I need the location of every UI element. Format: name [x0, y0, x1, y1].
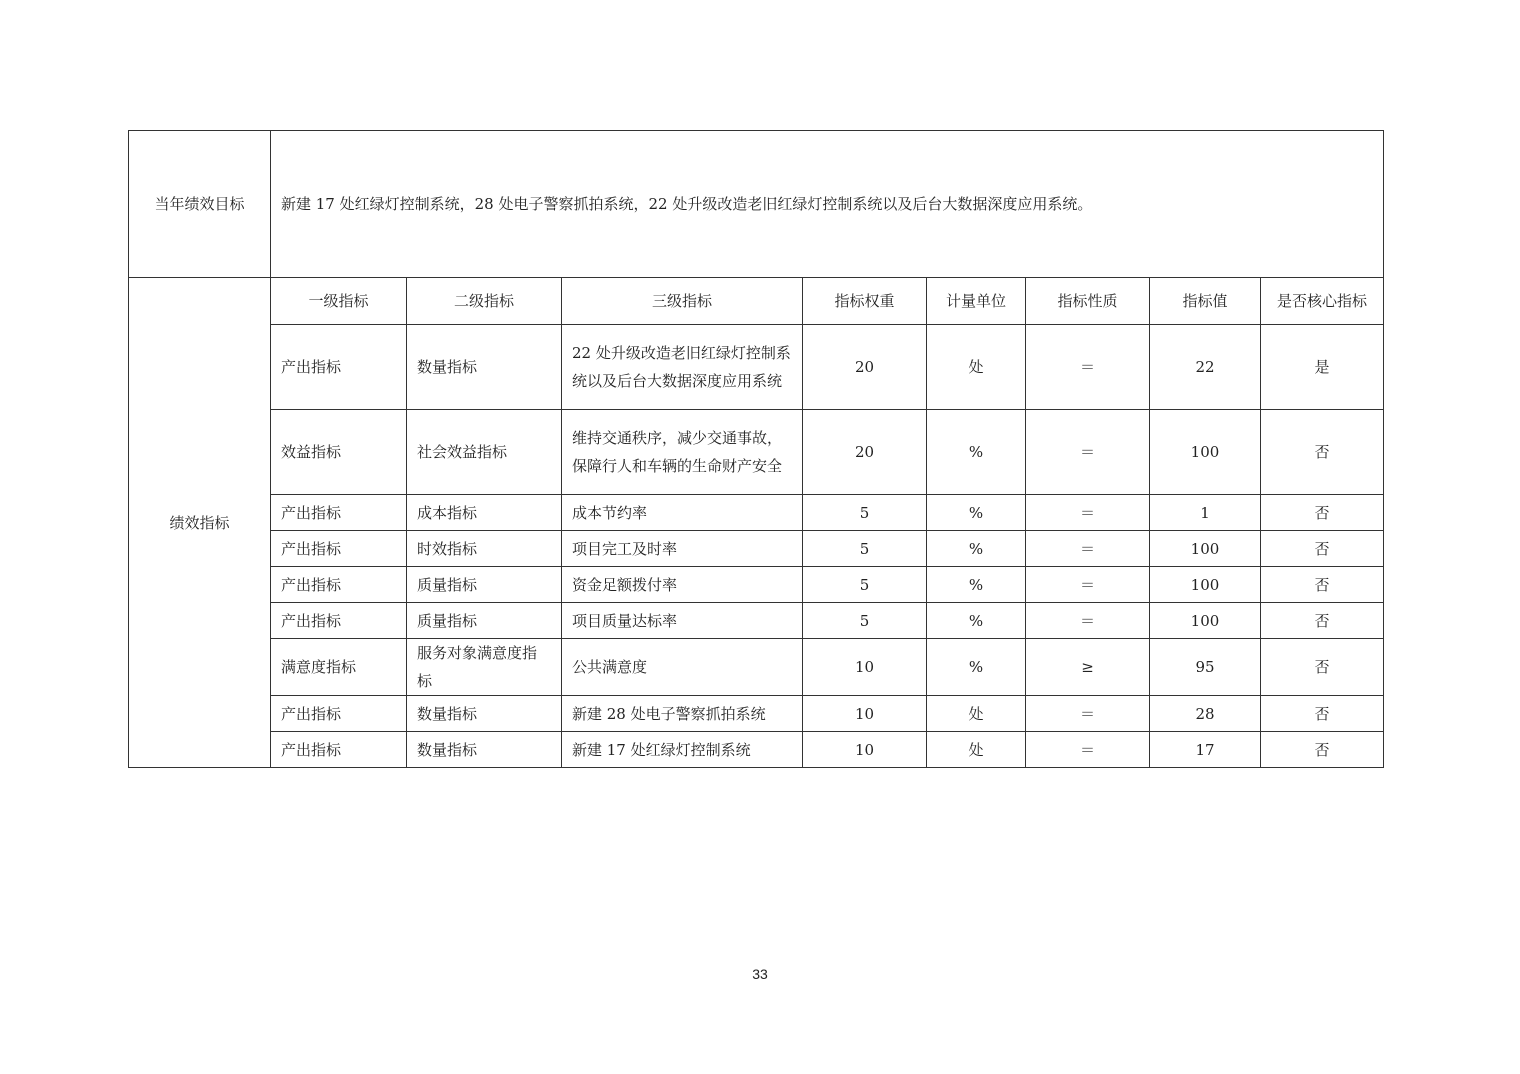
column-header: 一级指标 — [271, 278, 407, 325]
level1-cell: 产出指标 — [271, 603, 407, 639]
unit-cell: % — [927, 639, 1026, 696]
level1-cell: 产出指标 — [271, 531, 407, 567]
table-row — [129, 639, 1384, 696]
level3-cell: 资金足额拨付率 — [562, 567, 803, 603]
value-cell: 17 — [1150, 732, 1261, 768]
indicators-label: 绩效指标 — [129, 278, 271, 768]
weight-cell: 10 — [803, 696, 927, 732]
weight-cell: 5 — [803, 567, 927, 603]
level3-cell: 维持交通秩序，减少交通事故，保障行人和车辆的生命财产安全 — [562, 410, 803, 495]
goal-label: 当年绩效目标 — [129, 131, 271, 278]
core-cell: 是 — [1261, 325, 1384, 410]
level2-cell: 服务对象满意度指标 — [407, 639, 562, 696]
unit-cell: % — [927, 495, 1026, 531]
core-cell: 否 — [1261, 696, 1384, 732]
level3-cell: 新建 28 处电子警察抓拍系统 — [562, 696, 803, 732]
weight-cell: 5 — [803, 495, 927, 531]
table-row — [129, 696, 1384, 732]
unit-cell: % — [927, 567, 1026, 603]
core-cell: 否 — [1261, 732, 1384, 768]
column-header: 是否核心指标 — [1261, 278, 1384, 325]
core-cell: 否 — [1261, 567, 1384, 603]
column-header: 二级指标 — [407, 278, 562, 325]
table-row — [129, 325, 1384, 410]
level1-cell: 产出指标 — [271, 325, 407, 410]
goal-text: 新建 17 处红绿灯控制系统，28 处电子警察抓拍系统，22 处升级改造老旧红绿灯控制系统以及后台大数据深度应用系统。 — [271, 131, 1384, 278]
level3-cell: 公共满意度 — [562, 639, 803, 696]
weight-cell: 10 — [803, 732, 927, 768]
level2-cell: 数量指标 — [407, 696, 562, 732]
value-cell: 100 — [1150, 410, 1261, 495]
unit-cell: 处 — [927, 696, 1026, 732]
level3-cell: 成本节约率 — [562, 495, 803, 531]
level1-cell: 产出指标 — [271, 732, 407, 768]
weight-cell: 5 — [803, 603, 927, 639]
level1-cell: 产出指标 — [271, 696, 407, 732]
level1-cell: 产出指标 — [271, 495, 407, 531]
table-row — [129, 531, 1384, 567]
value-cell: 1 — [1150, 495, 1261, 531]
value-cell: 100 — [1150, 567, 1261, 603]
column-header: 计量单位 — [927, 278, 1026, 325]
value-cell: 100 — [1150, 603, 1261, 639]
level3-cell: 项目完工及时率 — [562, 531, 803, 567]
unit-cell: 处 — [927, 325, 1026, 410]
value-cell: 22 — [1150, 325, 1261, 410]
level2-cell: 时效指标 — [407, 531, 562, 567]
table-row — [129, 567, 1384, 603]
column-header: 指标权重 — [803, 278, 927, 325]
weight-cell: 10 — [803, 639, 927, 696]
unit-cell: 处 — [927, 732, 1026, 768]
nature-cell: ＝ — [1026, 732, 1150, 768]
table-row — [129, 732, 1384, 768]
core-cell: 否 — [1261, 603, 1384, 639]
level2-cell: 数量指标 — [407, 325, 562, 410]
unit-cell: % — [927, 603, 1026, 639]
table-row — [129, 603, 1384, 639]
nature-cell: ＝ — [1026, 325, 1150, 410]
nature-cell: ＝ — [1026, 531, 1150, 567]
nature-cell: ≥ — [1026, 639, 1150, 696]
nature-cell: ＝ — [1026, 696, 1150, 732]
goal-row — [129, 131, 1384, 278]
weight-cell: 5 — [803, 531, 927, 567]
table-header-row — [129, 278, 1384, 325]
value-cell: 100 — [1150, 531, 1261, 567]
unit-cell: % — [927, 410, 1026, 495]
level3-cell: 项目质量达标率 — [562, 603, 803, 639]
table-row — [129, 495, 1384, 531]
weight-cell: 20 — [803, 325, 927, 410]
core-cell: 否 — [1261, 495, 1384, 531]
value-cell: 95 — [1150, 639, 1261, 696]
unit-cell: % — [927, 531, 1026, 567]
column-header: 三级指标 — [562, 278, 803, 325]
weight-cell: 20 — [803, 410, 927, 495]
level3-cell: 22 处升级改造老旧红绿灯控制系统以及后台大数据深度应用系统 — [562, 325, 803, 410]
core-cell: 否 — [1261, 639, 1384, 696]
level2-cell: 质量指标 — [407, 567, 562, 603]
level1-cell: 满意度指标 — [271, 639, 407, 696]
column-header: 指标性质 — [1026, 278, 1150, 325]
level2-cell: 社会效益指标 — [407, 410, 562, 495]
column-header: 指标值 — [1150, 278, 1261, 325]
level2-cell: 数量指标 — [407, 732, 562, 768]
page-number: 33 — [752, 966, 768, 982]
nature-cell: ＝ — [1026, 410, 1150, 495]
core-cell: 否 — [1261, 531, 1384, 567]
level1-cell: 产出指标 — [271, 567, 407, 603]
table-row — [129, 410, 1384, 495]
level2-cell: 成本指标 — [407, 495, 562, 531]
nature-cell: ＝ — [1026, 603, 1150, 639]
level1-cell: 效益指标 — [271, 410, 407, 495]
nature-cell: ＝ — [1026, 495, 1150, 531]
performance-table — [128, 130, 1384, 768]
level2-cell: 质量指标 — [407, 603, 562, 639]
level3-cell: 新建 17 处红绿灯控制系统 — [562, 732, 803, 768]
nature-cell: ＝ — [1026, 567, 1150, 603]
core-cell: 否 — [1261, 410, 1384, 495]
value-cell: 28 — [1150, 696, 1261, 732]
